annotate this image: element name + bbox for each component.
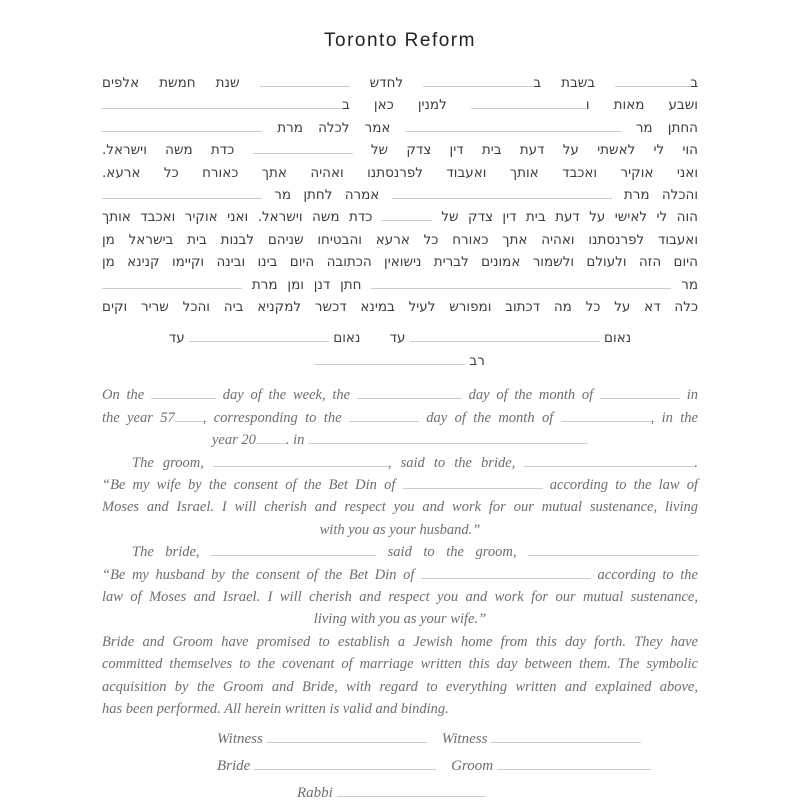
hebrew-line [102, 139, 698, 161]
blank-field [349, 408, 419, 421]
text-segment: ב [690, 75, 699, 91]
english-line [102, 519, 698, 541]
blank-field [337, 784, 485, 798]
text-segment: law of Moses and Israel. I will cherish and respect you and work for our mutual sustenance, [102, 588, 698, 605]
blank-field [421, 565, 591, 578]
blank-field [528, 543, 698, 556]
english-line [102, 384, 698, 406]
text-segment: The bride, [132, 544, 212, 561]
text-segment: . in [285, 432, 309, 449]
text-segment: The groom, [132, 454, 213, 471]
blank-field [175, 408, 203, 421]
page-title: Toronto Reform [324, 30, 476, 51]
spacer [102, 742, 217, 743]
blank-field [102, 119, 262, 131]
text-segment: מר [671, 276, 698, 293]
text-segment: , said to the bride, [387, 454, 525, 471]
text-segment: Bride and Groom have promised to establish a Jewish home from this day forth. They have [102, 633, 698, 650]
english-line [102, 541, 698, 563]
spacer [102, 769, 217, 770]
english-line [102, 452, 698, 474]
blank-field [211, 543, 376, 556]
english-line [102, 474, 698, 496]
blank-field [213, 453, 388, 466]
english-line [102, 586, 698, 608]
text-segment: נאום [329, 330, 361, 347]
text-segment: acquisition by the Groom and Bride, with regard to everything written and explained above, [102, 678, 698, 695]
hebrew-line [102, 296, 698, 318]
text-segment: the year 57 [102, 409, 175, 426]
blank-field [267, 730, 427, 744]
blank-field [315, 352, 465, 364]
text-segment: רב [465, 352, 485, 369]
text-segment: ואעבוד לפרנסתנו ואהיה אתך כאורח כל ארעא והבטיחו שניהם לבנות בית בישראל מן [102, 231, 698, 248]
blank-field [471, 97, 586, 109]
text-segment: Groom [451, 758, 497, 775]
text-segment: with you as your husband.” [319, 521, 481, 538]
text-segment: החתן מר [620, 119, 698, 136]
text-segment: כדת משה וישראל. [102, 142, 253, 159]
text-segment: לחדש [349, 75, 424, 91]
signature-line [102, 753, 698, 780]
blank-field [600, 386, 680, 399]
text-segment: נאום [599, 330, 632, 347]
text-segment: כדת משה וישראל. ואני אוקיר ואכבד אותך [102, 209, 382, 226]
blank-field [392, 187, 612, 199]
text-segment: עד [385, 330, 410, 347]
text-segment: On the [102, 387, 151, 404]
hebrew-line [102, 274, 698, 296]
english-line [102, 631, 698, 653]
blank-field [151, 386, 216, 399]
text-segment: אמרה לחתן מר [262, 187, 392, 204]
text-segment: , corresponding to the [202, 409, 349, 426]
blank-field [253, 142, 353, 154]
blank-field [102, 187, 262, 199]
hebrew-line [102, 327, 698, 349]
text-segment: , in the [650, 409, 698, 426]
text-segment: ושבע מאות ו [585, 97, 698, 114]
english-line [102, 653, 698, 675]
text-segment: said to the groom, [376, 544, 529, 561]
blank-field [254, 757, 436, 771]
signature-section [102, 726, 698, 800]
blank-field [410, 330, 600, 342]
english-line [102, 608, 698, 630]
english-line [102, 676, 698, 698]
text-segment: הוה לי לאישי על דעת בית דין צדק של [431, 209, 698, 226]
text-segment: בשבת ב [533, 75, 616, 91]
text-segment: day of the month of [461, 387, 600, 404]
text-segment: in [679, 387, 699, 404]
hebrew-line [102, 229, 698, 251]
text-segment: הוי לי לאשתי על דעת בית דין צדק של [352, 142, 698, 159]
spacer [436, 769, 451, 770]
text-segment: Witness [217, 731, 267, 748]
text-segment: אמר לכלה מרת [262, 119, 406, 136]
hebrew-text-section [102, 72, 698, 372]
text-segment: ואני אוקיר ואכבד אותך ואעבוד לפרנסתנו ואהיה אתך כאורח כל ארעא. [102, 164, 698, 181]
hebrew-line [102, 162, 698, 184]
text-segment: has been performed. All herein written is valid and binding. [102, 700, 449, 717]
text-segment: according to the law of [542, 476, 698, 493]
blank-field [382, 209, 432, 221]
english-line [102, 698, 698, 720]
blank-field [102, 276, 242, 288]
text-segment: Witness [441, 731, 492, 748]
blank-field [260, 75, 350, 87]
text-segment: Rabbi [297, 785, 337, 800]
text-segment: living with you as your wife.” [313, 611, 487, 628]
blank-field [308, 431, 588, 444]
text-segment: חתן דנן ומן מרת [242, 276, 372, 293]
hebrew-line [102, 117, 698, 139]
spacer [102, 466, 132, 467]
text-segment: . [694, 454, 698, 471]
blank-field [524, 453, 694, 466]
text-segment: Bride [217, 758, 255, 775]
english-line [102, 496, 698, 518]
text-segment: כלה דא על כל מה דכתוב ומפורש לעיל במינא דכשר למקניא ביה והכל שריר וקים [102, 299, 698, 316]
blank-field [371, 276, 671, 288]
text-segment: למנין כאן ב [342, 97, 471, 114]
blank-field [497, 757, 651, 771]
blank-field [615, 75, 690, 87]
signature-line [102, 780, 698, 800]
blank-field [406, 119, 621, 131]
text-segment: שנת חמשת אלפים [102, 75, 260, 91]
spacer [360, 341, 385, 342]
text-segment: day of the month of [418, 409, 561, 426]
blank-field [102, 97, 342, 109]
blank-field [403, 476, 543, 489]
spacer [427, 742, 442, 743]
hebrew-line [102, 251, 698, 273]
hebrew-line [102, 206, 698, 228]
hebrew-line [102, 72, 698, 94]
text-segment: והכלה מרת [611, 187, 698, 204]
text-segment: day of the week, the [215, 387, 357, 404]
text-segment: “Be my wife by the consent of the Bet Din of [102, 476, 403, 493]
blank-field [561, 408, 651, 421]
hebrew-line [102, 184, 698, 206]
blank-field [357, 386, 462, 399]
english-line [102, 564, 698, 586]
spacer [102, 796, 297, 797]
hebrew-line [102, 94, 698, 116]
english-line [102, 407, 698, 429]
text-segment: according to the [590, 566, 698, 583]
spacer [102, 555, 132, 556]
text-segment: היום הזה ולעולם ולשמור אמונים לברית נישואין הכתובה היום בינו ובינה וקיימו קנינא מן [102, 254, 698, 271]
english-line [102, 429, 698, 451]
text-segment: עד [168, 330, 189, 347]
blank-field [491, 730, 641, 744]
blank-field [189, 330, 329, 342]
blank-field [423, 75, 533, 87]
english-text-section [102, 384, 698, 720]
text-segment: committed themselves to the covenant of marriage written this day between them. The symbolic [102, 656, 698, 673]
text-segment: Moses and Israel. I will cherish and respect you and work for our mutual sustenance, living [102, 499, 698, 516]
hebrew-line [102, 350, 698, 372]
signature-line [102, 726, 698, 753]
blank-field [256, 431, 286, 444]
text-segment: “Be my husband by the consent of the Bet Din of [102, 566, 421, 583]
text-segment: year 20 [211, 432, 256, 449]
